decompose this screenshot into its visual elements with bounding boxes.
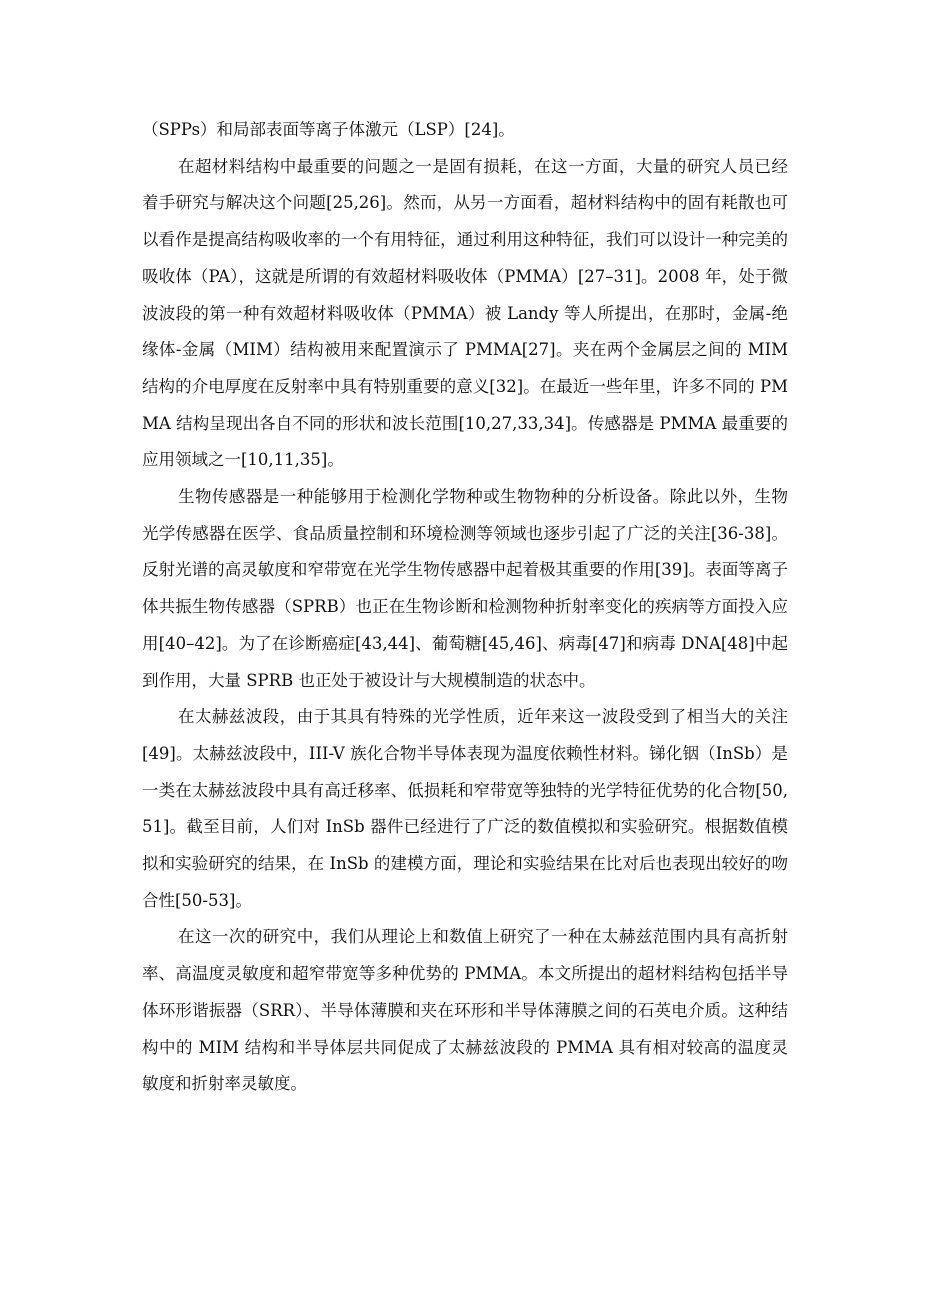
paragraph-metamaterial-loss: 在超材料结构中最重要的问题之一是固有损耗，在这一方面，大量的研究人员已经着手研究与解决这个问题[25,26]。然而，从另一方面看，超材料结构中的固有耗散也可以看作是提高结构吸收率的一个有用特征，通过利用这种特征，我们可以设计一种完美的吸收体（PA），这就是所谓的有效超材料吸收体（PMMA）[27–31]。2008 年，处于微波波段的第一种有效超材料吸收体（PMMA）被 Landy 等人所提出，在那时，金属-绝缘体-金属（MIM）结构被用来配置演示了 PMMA[27]。夹在两个金属层之间的 MIM 结构的介电厚度在反射率中具有特别重要的意义[32]。在最近一些年里，许多不同的 PMMA 结构呈现出各自不同的形状和波长范围[10,27,33,34]。传感器是 PMMA 最重要的应用领域之一[10,11,35]。 [142, 156, 788, 470]
body-text [142, 112, 788, 1103]
paragraph-biosensor: 生物传感器是一种能够用于检测化学物种或生物物种的分析设备。除此以外，生物光学传感器在医学、食品质量控制和环境检测等领域也逐步引起了广泛的关注[36-38]。反射光谱的高灵敏度和窄带宽在光学生物传感器中起着极其重要的作用[39]。表面等离子体共振生物传感器（SPRB）也正在生物诊断和检测物种折射率变化的疾病等方面投入应用[40–42]。为了在诊断癌症[43,44]、葡萄糖[45,46]、病毒[47]和病毒 DNA[48]中起到作用，大量 SPRB 也正处于被设计与大规模制造的状态中。 [142, 487, 788, 690]
paragraph-terahertz: 在太赫兹波段，由于其具有特殊的光学性质，近年来这一波段受到了相当大的关注[49]。太赫兹波段中，III-V 族化合物半导体表现为温度依赖性材料。锑化铟（InSb）是一类在太赫兹波段中具有高迁移率、低损耗和窄带宽等独特的光学特征优势的化合物[50,51]。截至目前，人们对 InSb 器件已经进行了广泛的数值模拟和实验研究。根据数值模拟和实验研究的结果，在 InSb 的建模方面，理论和实验结果在比对后也表现出较好的吻合性[50-53]。 [142, 707, 788, 910]
paragraph-this-study: 在这一次的研究中，我们从理论上和数值上研究了一种在太赫兹范围内具有高折射率、高温度灵敏度和超窄带宽等多种优势的 PMMA。本文所提出的超材料结构包括半导体环形谐振器（SRR）、半导体薄膜和夹在环形和半导体薄膜之间的石英电介质。这种结构中的 MIM 结构和半导体层共同促成了太赫兹波段的 PMMA 具有相对较高的温度灵敏度和折射率灵敏度。 [142, 927, 788, 1094]
paragraph-continuation: （SPPs）和局部表面等离子体激元（LSP）[24]。 [142, 120, 515, 139]
